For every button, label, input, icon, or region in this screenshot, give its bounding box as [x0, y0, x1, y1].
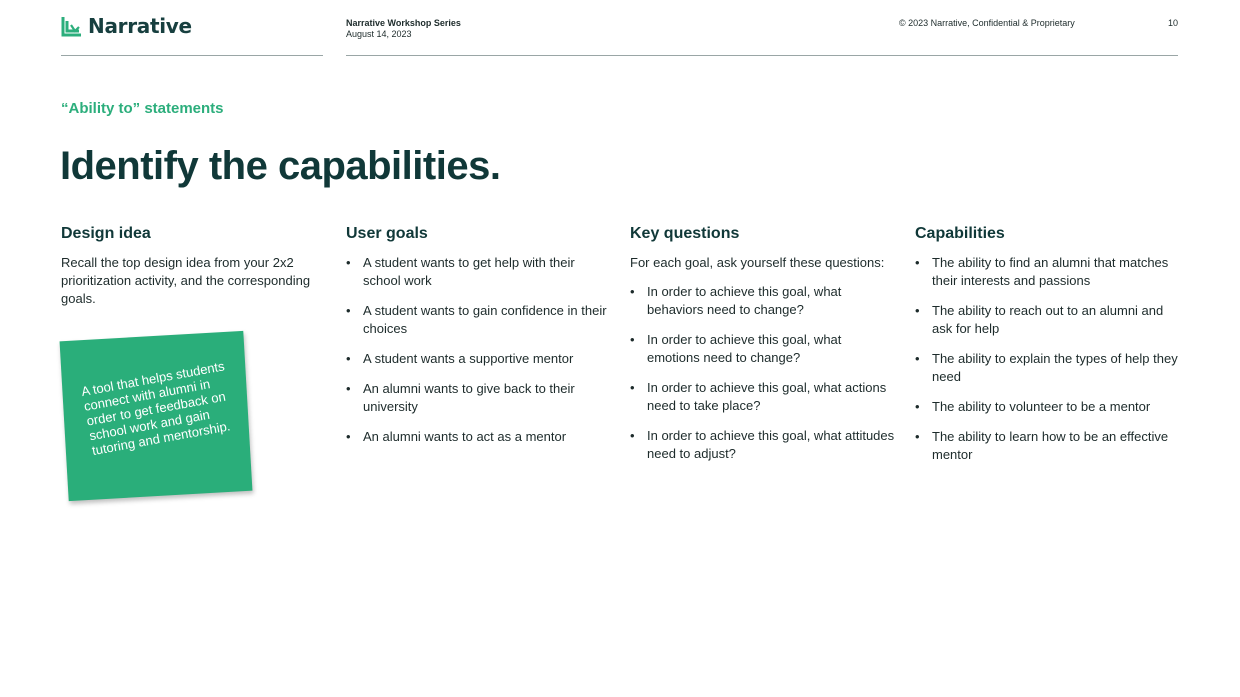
header-divider-left — [61, 55, 323, 56]
key-questions-column — [630, 224, 895, 475]
bullet-icon: • — [915, 303, 920, 318]
bullet-icon: • — [630, 332, 635, 347]
narrative-logo-icon — [61, 15, 83, 37]
bullet-icon: • — [915, 351, 920, 366]
bullet-icon: • — [346, 351, 351, 366]
sticky-note-text: A tool that helps students connect with alumni in order to get feedback on school work and gain tutoring and mentorship. — [80, 358, 232, 459]
list-item: • The ability to volunteer to be a mentor — [915, 399, 1151, 414]
key-questions-intro: For each goal, ask yourself these questions: — [630, 255, 885, 270]
series-info — [346, 18, 461, 40]
list-item: • A student wants to gain confidence in their choices — [346, 303, 607, 336]
design-idea-body: Recall the top design idea from your 2x2 prioritization activity, and the corresponding goals. — [61, 255, 311, 306]
bullet-icon: • — [346, 429, 351, 444]
bullet-icon: • — [630, 284, 635, 299]
capabilities-column — [915, 224, 1180, 476]
capabilities-list — [915, 254, 1180, 464]
list-item: • The ability to find an alumni that matches their interests and passions — [915, 255, 1169, 288]
user-goals-list — [346, 254, 611, 446]
copyright-notice: © 2023 Narrative, Confidential & Proprietary — [899, 18, 1075, 28]
user-goals-heading: User goals — [346, 225, 428, 242]
bullet-icon: • — [630, 428, 635, 443]
bullet-icon: • — [346, 303, 351, 318]
bullet-icon: • — [915, 429, 920, 444]
list-item: • In order to achieve this goal, what attitudes need to adjust? — [630, 428, 895, 461]
list-item: • The ability to explain the types of help they need — [915, 351, 1178, 384]
bullet-icon: • — [915, 399, 920, 414]
list-item: • An alumni wants to give back to their university — [346, 381, 575, 414]
sticky-note — [60, 331, 253, 501]
key-questions-heading: Key questions — [630, 225, 740, 242]
brand-name: Narrative — [88, 14, 192, 38]
series-date: August 14, 2023 — [346, 29, 412, 39]
series-name: Narrative Workshop Series — [346, 18, 461, 28]
header-divider-right — [346, 55, 1178, 56]
list-item: • In order to achieve this goal, what emotions need to change? — [630, 332, 842, 365]
user-goals-column — [346, 224, 611, 458]
key-questions-list — [630, 283, 895, 463]
capabilities-heading: Capabilities — [915, 225, 1005, 242]
page-number: 10 — [1168, 18, 1179, 28]
narrative-logo — [61, 14, 192, 38]
page-title: Identify the capabilities. — [60, 144, 501, 188]
list-item: • A student wants a supportive mentor — [346, 351, 574, 366]
list-item: • The ability to learn how to be an effective mentor — [915, 429, 1169, 462]
bullet-icon: • — [346, 381, 351, 396]
list-item: • An alumni wants to act as a mentor — [346, 429, 567, 444]
bullet-icon: • — [915, 255, 920, 270]
design-idea-heading: Design idea — [61, 225, 151, 242]
list-item: • The ability to reach out to an alumni and ask for help — [915, 303, 1164, 336]
list-item: • In order to achieve this goal, what behaviors need to change? — [630, 284, 842, 317]
bullet-icon: • — [630, 380, 635, 395]
list-item: • A student wants to get help with their school work — [346, 255, 575, 288]
list-item: • In order to achieve this goal, what actions need to take place? — [630, 380, 887, 413]
eyebrow-label: “Ability to” statements — [61, 100, 224, 117]
design-idea-column — [61, 224, 326, 308]
bullet-icon: • — [346, 255, 351, 270]
